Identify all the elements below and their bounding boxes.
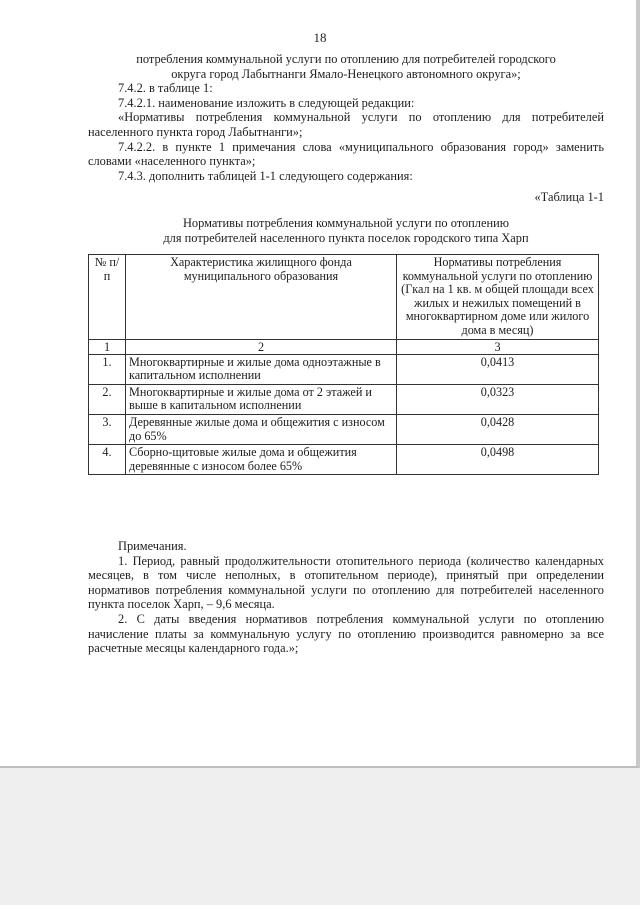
row-number: 2. [89, 384, 126, 414]
row-description: Сборно-щитовые жилые дома и общежития деревянные с износом более 65% [126, 445, 397, 475]
table-row [89, 354, 599, 384]
row-value: 0,0498 [397, 445, 599, 475]
row-description: Многоквартирные и жилые дома от 2 этажей и выше в капитальном исполнении [126, 384, 397, 414]
item-7-4-2-1-text: «Нормативы потребления коммунальной услуги по отоплению для потребителей населенного пункта город Лабытнанги»; [88, 110, 604, 139]
item-7-4-2-2: 7.4.2.2. в пункте 1 примечания слова «муниципального образования город» заменить словами «населенного пункта»; [88, 139, 604, 169]
page-number: 18 [313, 30, 327, 45]
header-characteristic: Характеристика жилищного фонда муниципального образования [126, 255, 397, 340]
column-number-3: 3 [397, 339, 599, 354]
row-value: 0,0413 [397, 354, 599, 384]
header-number: № п/п [89, 255, 126, 340]
row-value: 0,0428 [397, 414, 599, 444]
table-title-line-1: Нормативы потребления коммунальной услуги по отоплению [182, 216, 510, 230]
table-row [89, 384, 599, 414]
norms-table [88, 254, 599, 475]
table-row [89, 445, 599, 475]
intro-line-2: округа город Лабытнанги Ямало-Ненецкого автономного округа»; [171, 66, 521, 81]
item-7-4-3: 7.4.3. дополнить таблицей 1-1 следующего содержания: [118, 168, 413, 183]
intro-line-1: потребления коммунальной услуги по отоплению для потребителей городского [136, 52, 556, 66]
row-value: 0,0323 [397, 384, 599, 414]
column-number-1: 1 [89, 339, 126, 354]
item-7-4-2: 7.4.2. в таблице 1: [118, 81, 213, 96]
note-2: 2. С даты введения нормативов потребления коммунальной услуги по отоплению начисление платы за коммунальную услугу по отоплению производится равномерно за все расчетные месяцы календарного года.»; [88, 611, 604, 656]
notes-section [88, 539, 604, 656]
table-row [89, 414, 599, 444]
table-title [88, 216, 604, 245]
column-number-2: 2 [126, 339, 397, 354]
scan-background [0, 768, 640, 905]
table-title-line-2: для потребителей населенного пункта поселок городского типа Харп [163, 230, 529, 245]
row-number: 4. [89, 445, 126, 475]
row-number: 1. [89, 354, 126, 384]
item-7-4-2-1: 7.4.2.1. наименование изложить в следующей редакции: [118, 95, 415, 110]
table-header-row [89, 255, 599, 340]
row-description: Деревянные жилые дома и общежития с износом до 65% [126, 414, 397, 444]
note-1: 1. Период, равный продолжительности отопительного периода (количество календарных месяцев, в том числе неполных, в отопительном периоде), принятый при определении нормативов потребления коммунальной услуги по отоплению для потребителей населенного пункта поселок Харп, – 9,6 месяца. [88, 553, 604, 612]
notes-title: Примечания. [118, 539, 187, 553]
intro-section [88, 52, 604, 183]
table-label: «Таблица 1-1 [534, 190, 604, 204]
row-description: Многоквартирные и жилые дома одноэтажные в капитальном исполнении [126, 354, 397, 384]
row-number: 3. [89, 414, 126, 444]
column-number-row [89, 339, 599, 354]
header-norm: Нормативы потребления коммунальной услуги по отоплению (Гкал на 1 кв. м общей площади всех жилых и нежилых помещений в многоквартирном доме или жилого дома в месяц) [397, 255, 599, 340]
